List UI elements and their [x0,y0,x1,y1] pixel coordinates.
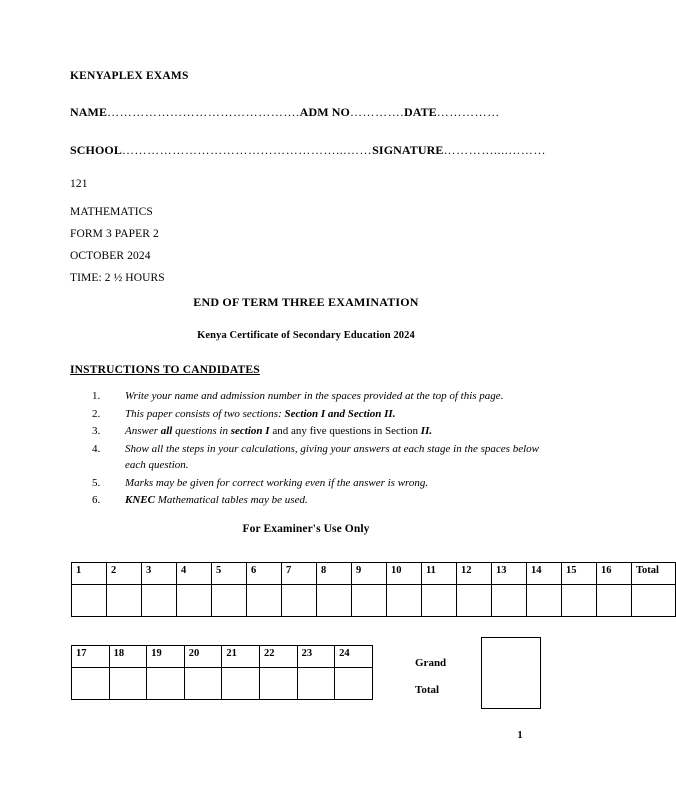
table-header-row [72,563,676,585]
mark-entry-cell[interactable] [422,585,457,617]
candidate-name-row [70,105,500,120]
instruction-number: 2. [92,407,101,420]
question-number-cell: 14 [527,563,562,585]
instruction-number: 6. [92,494,101,506]
instruction-item [70,423,540,440]
instruction-text: Answer all questions in section I and any five questions in Section II. [125,425,433,437]
mark-entry-cell[interactable] [147,668,185,700]
mark-entry-cell[interactable] [335,668,373,700]
grand-total-box[interactable] [481,637,541,709]
question-number-cell: 19 [147,646,185,668]
instruction-item [70,406,540,423]
instruction-item [70,441,540,474]
instruction-number: 1. [92,390,101,402]
grand-total-label-line2: Total [415,684,440,696]
organization-title: KENYAPLEX EXAMS [70,70,189,82]
date-dotted-field[interactable]: …………… [436,105,500,119]
examiner-use-heading: For Examiner's Use Only [242,523,370,535]
question-number-cell: 21 [222,646,260,668]
question-number-cell: 23 [297,646,335,668]
mark-entry-cell[interactable] [109,668,147,700]
question-number-cell: 15 [562,563,597,585]
school-label: SCHOOL [70,143,122,157]
instruction-number: 4. [92,442,101,455]
question-number-cell: 5 [212,563,247,585]
mark-entry-cell[interactable] [632,585,676,617]
instructions-heading: INSTRUCTIONS TO CANDIDATES [70,364,260,376]
mark-entry-cell[interactable] [492,585,527,617]
question-number-cell: 16 [597,563,632,585]
table-row [72,668,373,700]
marks-table-questions-17-24 [71,645,373,700]
question-number-cell: 20 [184,646,222,668]
question-number-cell: 11 [422,563,457,585]
mark-entry-cell[interactable] [562,585,597,617]
signature-label: SIGNATURE [372,143,444,157]
paper-subject: MATHEMATICS [70,206,153,218]
mark-entry-cell[interactable] [222,668,260,700]
grand-total-label-line1: Grand [415,657,447,669]
name-label: NAME [70,105,108,119]
question-number-cell: 10 [387,563,422,585]
marks-table-questions-1-16 [71,562,676,617]
question-number-cell: 24 [335,646,373,668]
paper-code: 121 [70,178,88,190]
grand-total-label [415,650,475,704]
question-number-cell: 2 [107,563,142,585]
question-number-cell: 18 [109,646,147,668]
mark-entry-cell[interactable] [297,668,335,700]
instruction-number: 3. [92,425,101,437]
mark-entry-cell[interactable] [527,585,562,617]
question-number-cell: 22 [259,646,297,668]
candidate-school-row [70,143,546,158]
question-number-cell: 7 [282,563,317,585]
adm-no-label: ADM NO [299,105,350,119]
question-number-cell: 13 [492,563,527,585]
instruction-text: KNEC Mathematical tables may be used. [125,494,308,506]
question-number-cell: 8 [317,563,352,585]
table-row [72,585,676,617]
mark-entry-cell[interactable] [387,585,422,617]
instruction-number: 5. [92,476,101,489]
question-number-cell: 9 [352,563,387,585]
mark-entry-cell[interactable] [177,585,212,617]
instruction-text: Write your name and admission number in the spaces provided at the top of this page. [125,390,504,402]
paper-time-allowed: TIME: 2 ½ HOURS [70,272,165,284]
mark-entry-cell[interactable] [142,585,177,617]
question-number-cell: 6 [247,563,282,585]
date-label: DATE [403,105,437,119]
school-dotted-field[interactable]: ……………………………………………...…… [121,143,373,157]
mark-entry-cell[interactable] [107,585,142,617]
instructions-list [70,388,540,510]
mark-entry-cell[interactable] [72,585,107,617]
paper-month-year: OCTOBER 2024 [70,250,151,262]
certificate-subtitle: Kenya Certificate of Secondary Education 2024 [197,330,415,341]
name-dotted-field[interactable]: ………………………………………. [107,105,300,119]
instruction-text: This paper consists of two sections: Section I and Section II. [125,407,396,420]
mark-entry-cell[interactable] [282,585,317,617]
page-number: 1 [517,730,523,741]
table-header-row [72,646,373,668]
mark-entry-cell[interactable] [457,585,492,617]
exam-title: END OF TERM THREE EXAMINATION [193,295,419,309]
mark-entry-cell[interactable] [317,585,352,617]
instruction-text: Marks may be given for correct working even if the answer is wrong. [125,476,429,489]
adm-no-dotted-field[interactable]: …………. [349,105,404,119]
instruction-text: Show all the steps in your calculations, giving your answers at each stage in the spaces below each question. [125,442,539,471]
question-number-cell: 3 [142,563,177,585]
mark-entry-cell[interactable] [72,668,110,700]
question-number-cell: 4 [177,563,212,585]
instruction-item [70,492,540,509]
question-number-cell: Total [632,563,676,585]
mark-entry-cell[interactable] [597,585,632,617]
signature-dotted-field[interactable]: …………....……… [443,143,547,157]
mark-entry-cell[interactable] [352,585,387,617]
mark-entry-cell[interactable] [259,668,297,700]
mark-entry-cell[interactable] [184,668,222,700]
instruction-item [70,388,540,405]
paper-form-and-number: FORM 3 PAPER 2 [70,228,159,240]
instruction-item [70,475,540,492]
mark-entry-cell[interactable] [212,585,247,617]
question-number-cell: 1 [72,563,107,585]
question-number-cell: 12 [457,563,492,585]
question-number-cell: 17 [72,646,110,668]
mark-entry-cell[interactable] [247,585,282,617]
